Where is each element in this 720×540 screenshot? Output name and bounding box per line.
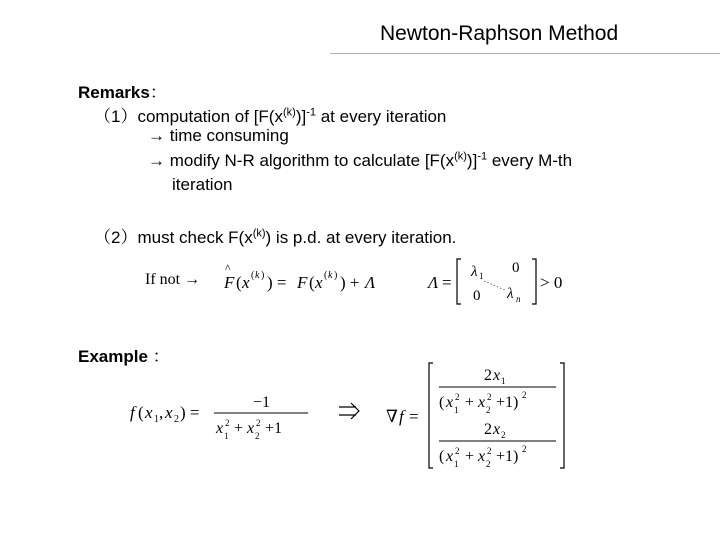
svg-text:2: 2 [522, 444, 527, 454]
svg-text:2: 2 [225, 418, 230, 428]
item2-text-post: ) is p.d. at every iteration. [265, 228, 457, 247]
svg-text:(: ( [324, 270, 328, 281]
remark-item-2 [94, 223, 456, 248]
svg-text:2: 2 [487, 392, 492, 402]
svg-text:2: 2 [501, 430, 506, 440]
item2-number: （2） [94, 228, 138, 247]
svg-text:(: ( [309, 273, 315, 292]
svg-text:1: 1 [501, 376, 506, 386]
svg-text:x: x [478, 448, 486, 465]
item1-text-mid: )] [295, 107, 307, 126]
remarks-heading [78, 78, 167, 103]
svg-text:x: x [216, 420, 224, 437]
svg-text:x: x [478, 394, 486, 411]
svg-text:x: x [493, 421, 501, 438]
svg-text:(: ( [138, 403, 144, 422]
svg-text:2: 2 [255, 431, 260, 441]
svg-text:k: k [328, 270, 333, 281]
example-label: Example [78, 347, 148, 366]
svg-text:λ: λ [507, 286, 514, 302]
slide-title: Newton-Raphson Method [380, 22, 619, 45]
svg-text:2: 2 [174, 414, 179, 425]
svg-text:(: ( [251, 270, 255, 281]
title-underline [330, 53, 720, 54]
arrow2-superscript-k: (k) [454, 150, 467, 163]
svg-text:n: n [516, 294, 521, 304]
svg-text:1: 1 [154, 414, 159, 425]
svg-text:) +: ) + [340, 273, 360, 292]
item2-superscript-k: (k) [252, 227, 266, 240]
remarks-colon: ： [149, 83, 167, 102]
svg-text:2: 2 [486, 405, 491, 415]
svg-text:x: x [493, 367, 501, 384]
item1-superscript-k: (k) [282, 106, 296, 119]
remark-arrow-2 [148, 151, 572, 171]
svg-text:x: x [247, 420, 255, 437]
item1-text-post: at every iteration [315, 107, 447, 126]
svg-text:∇: ∇ [386, 407, 398, 426]
svg-text:λ: λ [471, 264, 478, 280]
arrow2-text-pre: → modify N-R algorithm to calculate [F(x [148, 151, 455, 170]
svg-text:2: 2 [484, 421, 492, 438]
svg-text:): ) [261, 270, 265, 281]
svg-text:0: 0 [473, 288, 481, 304]
item1-number: （1） [94, 107, 138, 126]
example-colon: ： [147, 347, 170, 366]
svg-text:−1: −1 [253, 394, 271, 411]
svg-text:x: x [145, 403, 153, 422]
arrow2-superscript-inverse: -1 [477, 150, 488, 163]
remark-arrow-2-continuation: iteration [172, 175, 233, 194]
svg-text:Λ: Λ [428, 273, 439, 292]
svg-text:^: ^ [225, 261, 231, 275]
gradient-vector-equation [384, 360, 584, 472]
svg-text:x: x [165, 403, 173, 422]
svg-text:+1): +1) [496, 448, 519, 465]
arrow2-text-post: every M-th [487, 151, 573, 170]
svg-text:1: 1 [479, 271, 484, 281]
remark-item-1 [94, 102, 446, 127]
svg-text:x: x [446, 394, 454, 411]
svg-text:+: + [465, 448, 475, 465]
svg-text:F: F [224, 273, 235, 292]
svg-text:1: 1 [454, 459, 459, 469]
remarks-label: Remarks [78, 83, 150, 102]
svg-text:x: x [315, 273, 323, 292]
svg-text:F: F [297, 273, 308, 292]
svg-text:2: 2 [486, 459, 491, 469]
svg-text:) =: ) = [267, 273, 287, 292]
if-not-label: If not → [145, 271, 201, 288]
svg-text:,: , [159, 403, 164, 422]
svg-text:(: ( [439, 394, 445, 411]
svg-text:f: f [399, 407, 404, 426]
svg-text:1: 1 [224, 431, 229, 441]
svg-text:): ) [334, 270, 338, 281]
implies-arrow-icon [338, 402, 362, 420]
svg-text:Λ: Λ [365, 273, 376, 292]
svg-text:0: 0 [512, 260, 520, 276]
svg-text:=: = [409, 407, 419, 426]
svg-text:+1: +1 [265, 420, 283, 437]
svg-text:> 0: > 0 [540, 273, 563, 292]
svg-text:2: 2 [455, 392, 460, 402]
svg-text:2: 2 [487, 446, 492, 456]
svg-text:2: 2 [522, 390, 527, 400]
svg-text:(: ( [439, 448, 445, 465]
svg-text:x: x [446, 448, 454, 465]
svg-text:f: f [130, 403, 135, 422]
svg-text:+: + [465, 394, 475, 411]
item2-text-pre: must check F(x [137, 228, 253, 247]
example-heading [78, 342, 170, 367]
svg-text:2: 2 [484, 367, 492, 384]
svg-text:1: 1 [454, 405, 459, 415]
svg-text:(: ( [236, 273, 242, 292]
svg-text:2: 2 [256, 418, 261, 428]
svg-text:k: k [255, 270, 260, 281]
item1-text-pre: computation of [F(x [137, 107, 283, 126]
svg-text:2: 2 [455, 446, 460, 456]
arrow2-text-mid: )] [466, 151, 478, 170]
svg-text:=: = [442, 273, 452, 292]
example-function-equation [128, 388, 328, 442]
modified-hessian-equation [222, 256, 572, 308]
remark-arrow-1: → time consuming [148, 126, 289, 145]
svg-text:+: + [234, 420, 244, 437]
item1-superscript-inverse: -1 [306, 106, 316, 119]
svg-text:+1): +1) [496, 394, 519, 411]
svg-text:x: x [242, 273, 250, 292]
svg-text:) =: ) = [180, 403, 200, 422]
